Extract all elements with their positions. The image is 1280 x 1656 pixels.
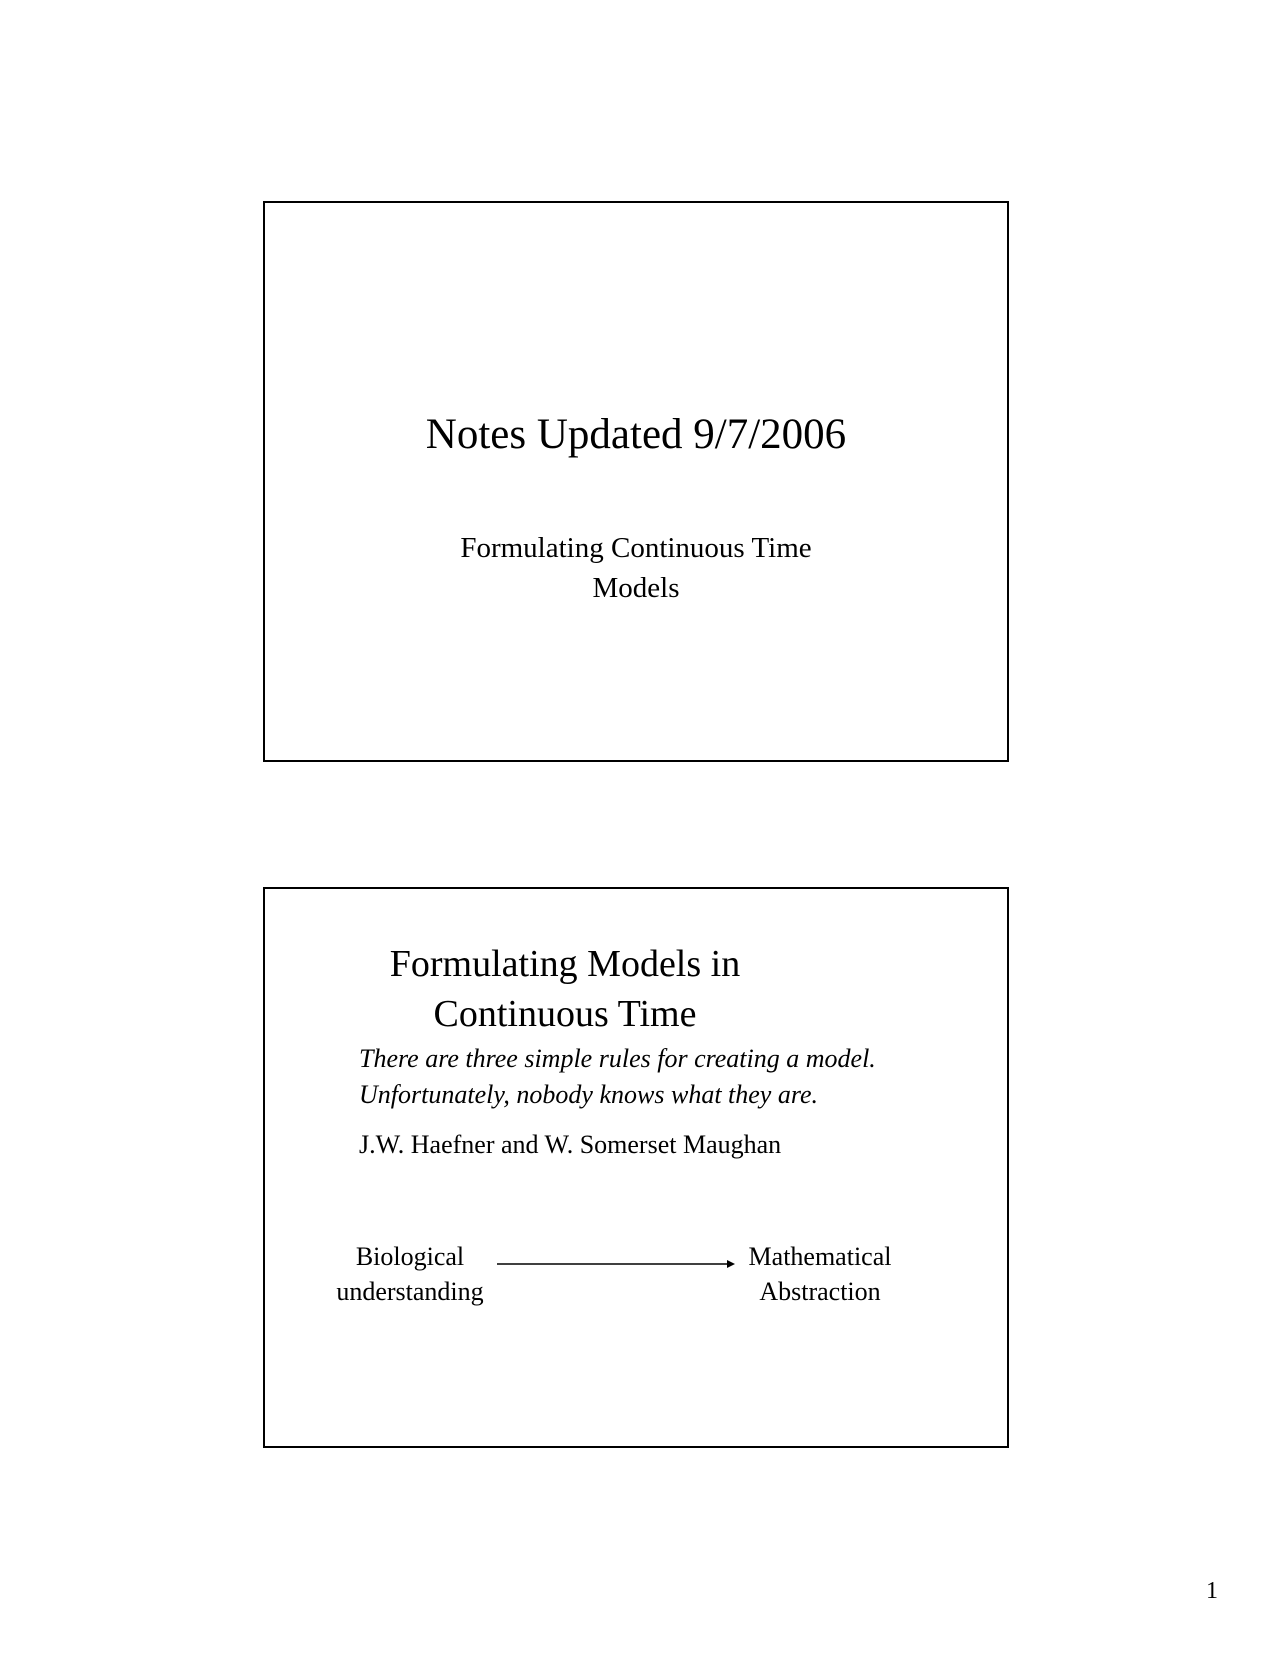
arrow-head	[727, 1260, 735, 1268]
diagram-left-label	[325, 1239, 495, 1309]
diagram-right-label-line: Mathematical	[748, 1242, 892, 1271]
slide-1-subtitle-line: Models	[592, 572, 680, 604]
quote-line: There are three simple rules for creating a model.	[359, 1044, 876, 1073]
slide-2-title-line: Formulating Models in	[389, 943, 741, 985]
diagram-left-label-line: understanding	[336, 1277, 484, 1306]
slide-2-title	[365, 939, 765, 1039]
diagram-right-label-line: Abstraction	[759, 1277, 881, 1306]
diagram-right-label	[735, 1239, 905, 1309]
slide-1-subtitle	[265, 528, 1007, 608]
slide-1-title: Notes Updated 9/7/2006	[425, 411, 847, 458]
right-arrow-icon	[495, 1257, 735, 1271]
slide-2	[263, 887, 1009, 1448]
slide-2-title-line: Continuous Time	[433, 993, 697, 1035]
diagram-left-label-line: Biological	[355, 1242, 465, 1271]
slide-2-quote	[359, 1041, 876, 1113]
slide-1-subtitle-line: Formulating Continuous Time	[460, 532, 812, 564]
quote-line: Unfortunately, nobody knows what they are.	[359, 1080, 819, 1109]
page-number: 1	[1206, 1578, 1218, 1604]
slide-1	[263, 201, 1009, 762]
slide-2-attribution: J.W. Haefner and W. Somerset Maughan	[359, 1130, 782, 1159]
